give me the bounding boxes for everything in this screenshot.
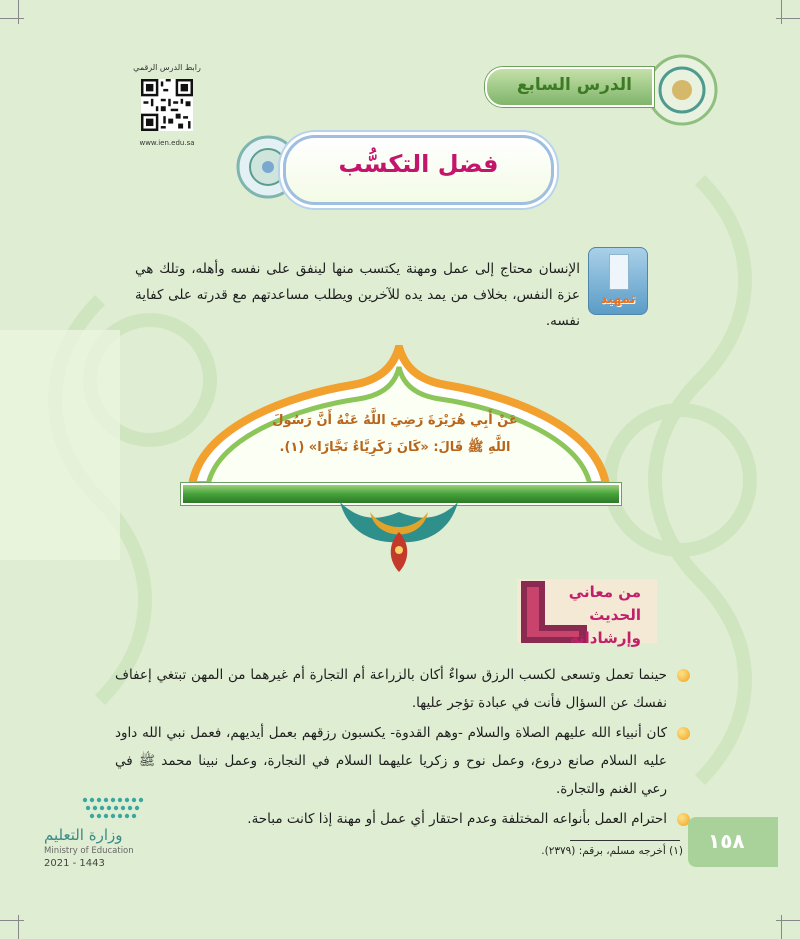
list-item-text: حينما تعمل وتسعى لكسب الرزق سواءٌ أكان بالزراعة أم التجارة أم غيرهما من المهن تبتغي إعفاف نفسك عن السؤال فأنت في عبادة تؤجر عليها. bbox=[115, 667, 667, 711]
qr-code-block[interactable] bbox=[127, 63, 207, 151]
qr-label: رابط الدرس الرقمي bbox=[133, 63, 201, 72]
crop-mark bbox=[18, 915, 19, 939]
hadith-pendant-ornament bbox=[330, 502, 468, 574]
section-header bbox=[517, 575, 657, 649]
edition-year: 2021 - 1443 bbox=[44, 858, 105, 869]
ministry-name-ar: وزارة التعليم bbox=[44, 826, 123, 844]
list-item-text: كان أنبياء الله عليهم الصلاة والسلام -وهم القدوة- يكسبون رزقهم بعمل أيديهم، فعمل نبي الله داود عليه السلام صانع دروع، وعمل نوح و زكريا عليهما السلام في النجارة، وعمل نبينا محمد ﷺ في رعي الغنم والتجارة. bbox=[115, 725, 667, 797]
crop-mark bbox=[0, 18, 24, 19]
intro-door-icon bbox=[588, 247, 648, 315]
bullet-dot-icon bbox=[677, 727, 690, 740]
section-title-line-2: وإرشاداته bbox=[569, 629, 641, 647]
bullet-list bbox=[115, 661, 693, 833]
qr-url[interactable]: www.ien.edu.sa bbox=[139, 139, 195, 147]
page-number: ١٥٨ bbox=[708, 829, 745, 853]
lesson-banner bbox=[485, 67, 654, 107]
lesson-title-box bbox=[283, 135, 554, 205]
ministry-name-en: Ministry of Education bbox=[44, 846, 134, 856]
section-title-line-1: من معاني الحديث bbox=[568, 583, 641, 624]
ministry-dots-icon bbox=[80, 792, 150, 822]
door-shape bbox=[609, 254, 629, 290]
list-item bbox=[115, 661, 693, 717]
list-item-text: احترام العمل بأنواعه المختلفة وعدم احتقار أي عمل أو مهنة إذا كانت مباحة. bbox=[247, 811, 667, 827]
lesson-label: الدرس السابع bbox=[516, 75, 632, 95]
list-item bbox=[115, 719, 693, 803]
intro-paragraph: الإنسان محتاج إلى عمل ومهنة يكتسب منها لينفق على نفسه وأهله، وتلك هي عزة النفس، بخلاف من يمد يده للآخرين ويطلب مساعدتهم مع قدرته على كفاية نفسه. bbox=[135, 261, 580, 329]
intro-label: تمهيد bbox=[600, 292, 636, 307]
hadith-line-2: اللَّهِ ﷺ قَالَ: «كَانَ زَكَرِيَّاءُ نَجَّارًا» (١). bbox=[279, 440, 511, 455]
page-number-tab bbox=[688, 817, 778, 867]
crop-mark bbox=[781, 0, 782, 24]
crop-mark bbox=[776, 18, 800, 19]
ministry-logo bbox=[40, 790, 150, 870]
lesson-title: فضل التكسُّب bbox=[338, 150, 499, 178]
bullet-dot-icon bbox=[677, 669, 690, 682]
section-title bbox=[517, 581, 641, 650]
hadith-text bbox=[270, 407, 520, 461]
qr-code-icon[interactable] bbox=[141, 79, 193, 131]
crop-mark bbox=[781, 915, 782, 939]
crop-mark bbox=[0, 920, 24, 921]
footnote: (١) أخرجه مسلم، برقم: (٢٣٧٩). bbox=[541, 845, 683, 857]
footnote-divider bbox=[570, 840, 680, 841]
crop-mark bbox=[18, 0, 19, 24]
hadith-line-1: عَنْ أَبِي هُرَيْرَةَ رَضِيَ اللَّهُ عَنْهُ أَنَّ رَسُولَ bbox=[272, 413, 518, 428]
list-item bbox=[115, 805, 693, 833]
crop-mark bbox=[776, 920, 800, 921]
